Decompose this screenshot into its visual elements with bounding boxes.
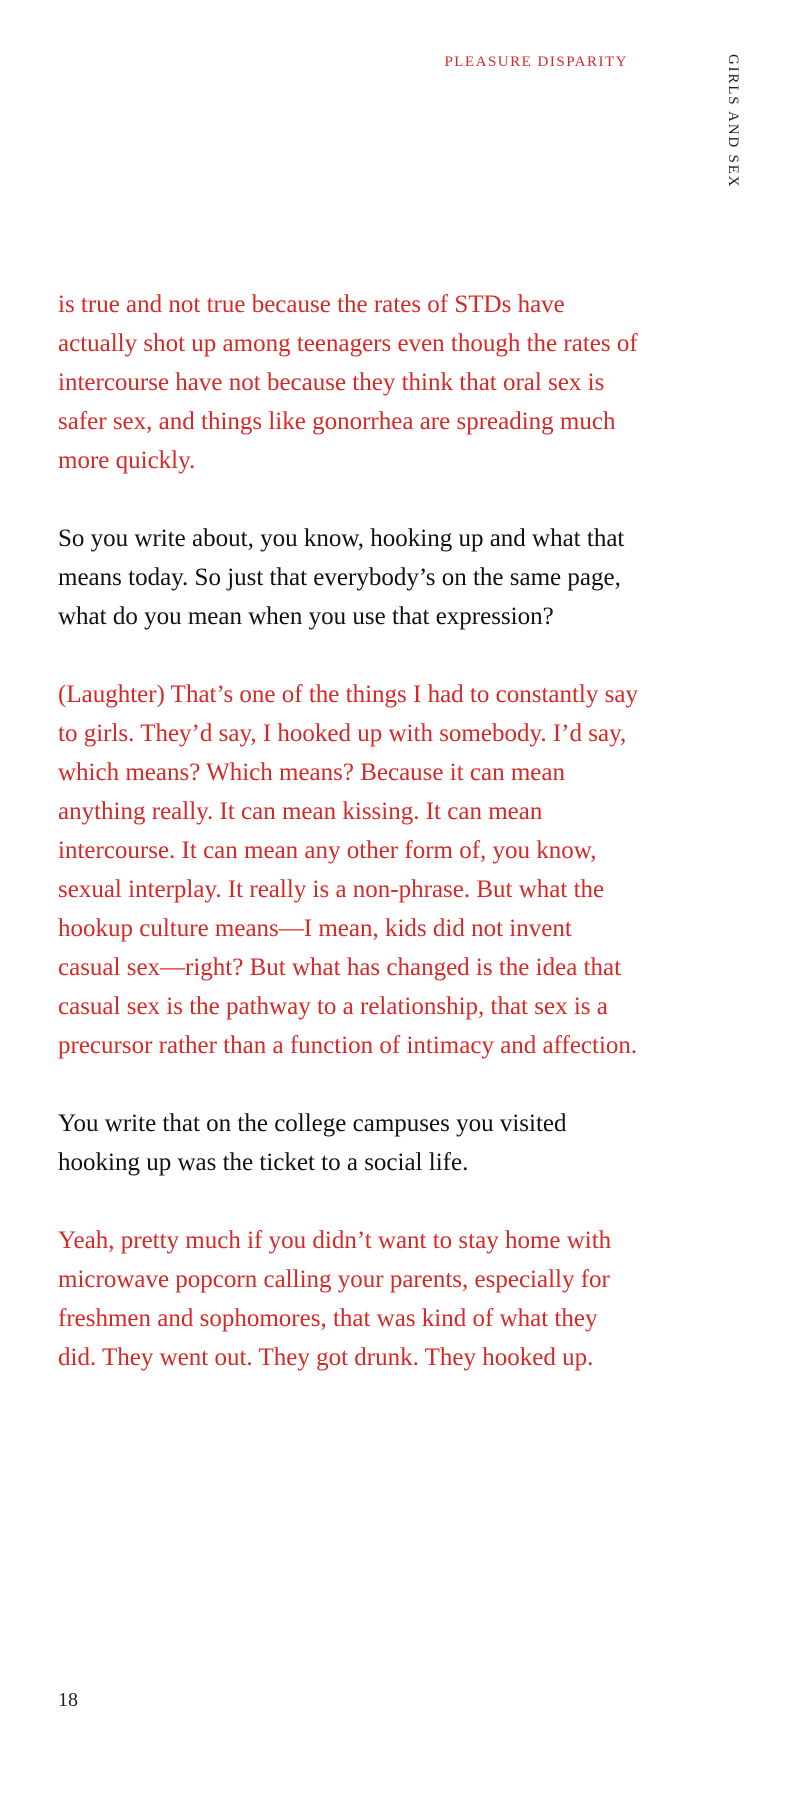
page-number: 18 bbox=[58, 1689, 78, 1711]
answer-paragraph-3: Yeah, pretty much if you didn’t want to stay home with microwave popcorn calling your parents, especially for freshmen and sophomores, that was kind of what they did. They went out. They got drunk. They hooked up. bbox=[58, 1227, 612, 1371]
question-paragraph-2: You write that on the college campuses you visited hooking up was the ticket to a social life. bbox=[58, 1110, 567, 1176]
running-head: PLEASURE DISPARITY bbox=[444, 54, 628, 70]
answer-paragraph-2: (Laughter) That’s one of the things I had to constantly say to girls. They’d say, I hooked up with somebody. I’d say, which means? Which means? Because it can mean anything really. It can mean kissing. It can mean intercourse. It can mean any other form of, you know, sexual interplay. It really is a non-phrase. But what the hookup culture means—I mean, kids did not invent casual sex—right? But what has changed is the idea that casual sex is the pathway to a relationship, that sex is a precursor rather than a function of intimacy and affection. bbox=[58, 681, 638, 1059]
interview-body bbox=[58, 285, 638, 1416]
side-title: GIRLS AND SEX bbox=[725, 54, 741, 189]
question-paragraph-1: So you write about, you know, hooking up and what that means today. So just that everybody’s on the same page, what do you mean when you use that expression? bbox=[58, 525, 625, 630]
answer-paragraph-1: is true and not true because the rates of STDs have actually shot up among teenagers even though the rates of intercourse have not because they think that oral sex is safer sex, and things like gonorrhea are spreading much more quickly. bbox=[58, 291, 638, 474]
